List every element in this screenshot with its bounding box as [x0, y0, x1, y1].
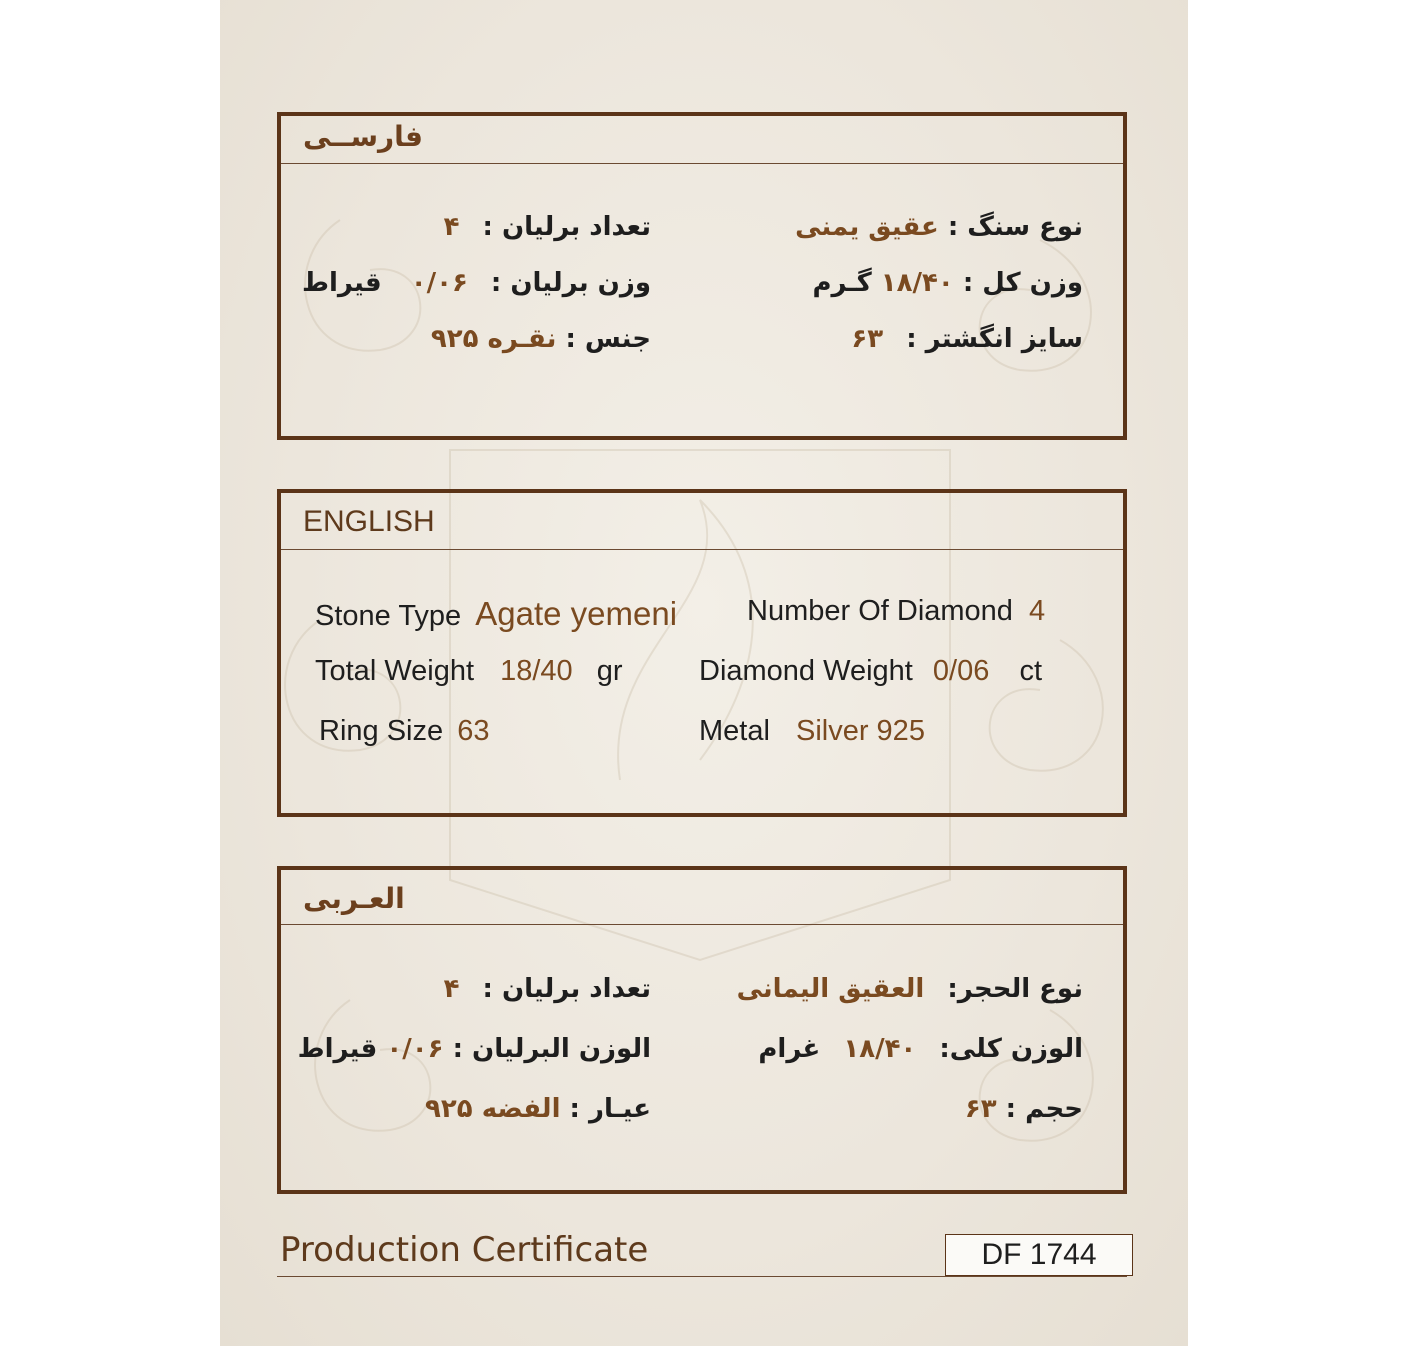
- english-metal-label: Metal: [699, 715, 770, 747]
- persian-stone-type: [795, 212, 1083, 242]
- persian-diamond-count-value: ۴: [443, 212, 460, 242]
- persian-ring-size-value: ۶۳: [851, 324, 884, 354]
- persian-header-label: فارســی: [303, 120, 423, 153]
- english-diamond-weight: [699, 655, 1042, 688]
- english-diamond-weight-unit: ct: [1019, 655, 1042, 687]
- arabic-diamond-weight-value: ۰/۰۶: [386, 1034, 444, 1064]
- arabic-metal-value: الفضه ۹۲۵: [425, 1094, 561, 1124]
- arabic-stone-type-value: العقیق الیمانی: [736, 974, 925, 1004]
- persian-total-weight: [812, 268, 1083, 298]
- arabic-diamond-count-value: ۴: [443, 974, 460, 1004]
- english-stone-type-value: Agate yemeni: [475, 595, 678, 632]
- arabic-stone-type: [737, 974, 1083, 1004]
- persian-metal: [431, 324, 651, 354]
- arabic-diamond-weight-unit: قیراط: [297, 1034, 378, 1064]
- persian-ring-size-label: سایز انگشتر :: [906, 324, 1083, 354]
- persian-section-header: [281, 116, 1123, 164]
- english-ring-size-label: Ring Size: [319, 715, 444, 747]
- production-certificate-title: Production Certificate: [280, 1230, 649, 1270]
- arabic-stone-type-label: نوع الحجر:: [947, 974, 1083, 1004]
- english-stone-type-label: Stone Type: [315, 600, 462, 632]
- arabic-diamond-weight-label: الوزن البرلیان :: [452, 1034, 651, 1064]
- english-total-weight-unit: gr: [596, 655, 623, 687]
- arabic-total-weight-unit: غرام: [758, 1034, 821, 1064]
- arabic-metal: [425, 1094, 651, 1124]
- persian-section: [277, 112, 1127, 440]
- persian-diamond-weight-value: ۰/۰۶: [410, 268, 468, 298]
- persian-total-weight-label: وزن کل :: [962, 268, 1083, 298]
- persian-metal-label: جنس :: [565, 324, 651, 354]
- english-total-weight-value: 18/40: [500, 655, 573, 687]
- arabic-total-weight: [758, 1034, 1083, 1064]
- arabic-diamond-count: [444, 974, 651, 1004]
- arabic-section: [277, 866, 1127, 1194]
- english-metal: [699, 715, 925, 748]
- footer-divider: [277, 1276, 1127, 1277]
- english-stone-type: [315, 595, 677, 633]
- arabic-diamond-weight: [298, 1034, 651, 1064]
- arabic-size: [965, 1094, 1083, 1124]
- arabic-header-label: العـربی: [303, 882, 405, 915]
- english-diamond-count: [747, 595, 1045, 628]
- english-diamond-weight-label: Diamond Weight: [699, 655, 913, 687]
- persian-ring-size: [851, 324, 1083, 354]
- persian-metal-value: نقـره ۹۲۵: [430, 324, 557, 354]
- english-ring-size: [319, 715, 489, 748]
- persian-diamond-weight-label: وزن برلیان :: [490, 268, 651, 298]
- persian-diamond-weight-unit: قیراط: [301, 268, 382, 298]
- english-diamond-count-label: Number Of Diamond: [747, 595, 1013, 627]
- persian-stone-type-value: عقیق یمنی: [795, 212, 939, 242]
- english-ring-size-value: 63: [457, 715, 490, 747]
- arabic-total-weight-label: الوزن کلی:: [939, 1034, 1083, 1064]
- arabic-diamond-count-label: تعداد برلیان :: [482, 974, 651, 1004]
- arabic-total-weight-value: ۱۸/۴۰: [843, 1034, 917, 1064]
- persian-total-weight-value: ۱۸/۴۰: [880, 268, 954, 298]
- english-diamond-count-value: 4: [1029, 595, 1046, 627]
- arabic-section-header: [281, 870, 1123, 925]
- arabic-size-label: حجم :: [1005, 1094, 1083, 1124]
- english-metal-value: Silver 925: [795, 715, 925, 747]
- arabic-size-value: ۶۳: [964, 1094, 997, 1124]
- english-section: [277, 489, 1127, 817]
- arabic-metal-label: عیـار :: [569, 1094, 651, 1124]
- english-total-weight: [315, 655, 623, 688]
- persian-diamond-weight: [302, 268, 651, 298]
- english-total-weight-label: Total Weight: [315, 655, 475, 687]
- english-section-header: [281, 493, 1123, 550]
- certificate-code: DF 1744: [945, 1234, 1133, 1276]
- persian-total-weight-unit: گـرم: [812, 268, 872, 298]
- persian-stone-type-label: نوع سنگ :: [947, 212, 1083, 242]
- english-diamond-weight-value: 0/06: [932, 655, 990, 687]
- english-header-label: ENGLISH: [303, 505, 435, 538]
- persian-diamond-count-label: تعداد برلیان :: [482, 212, 651, 242]
- persian-diamond-count: [444, 212, 651, 242]
- certificate-sheet: [220, 0, 1188, 1346]
